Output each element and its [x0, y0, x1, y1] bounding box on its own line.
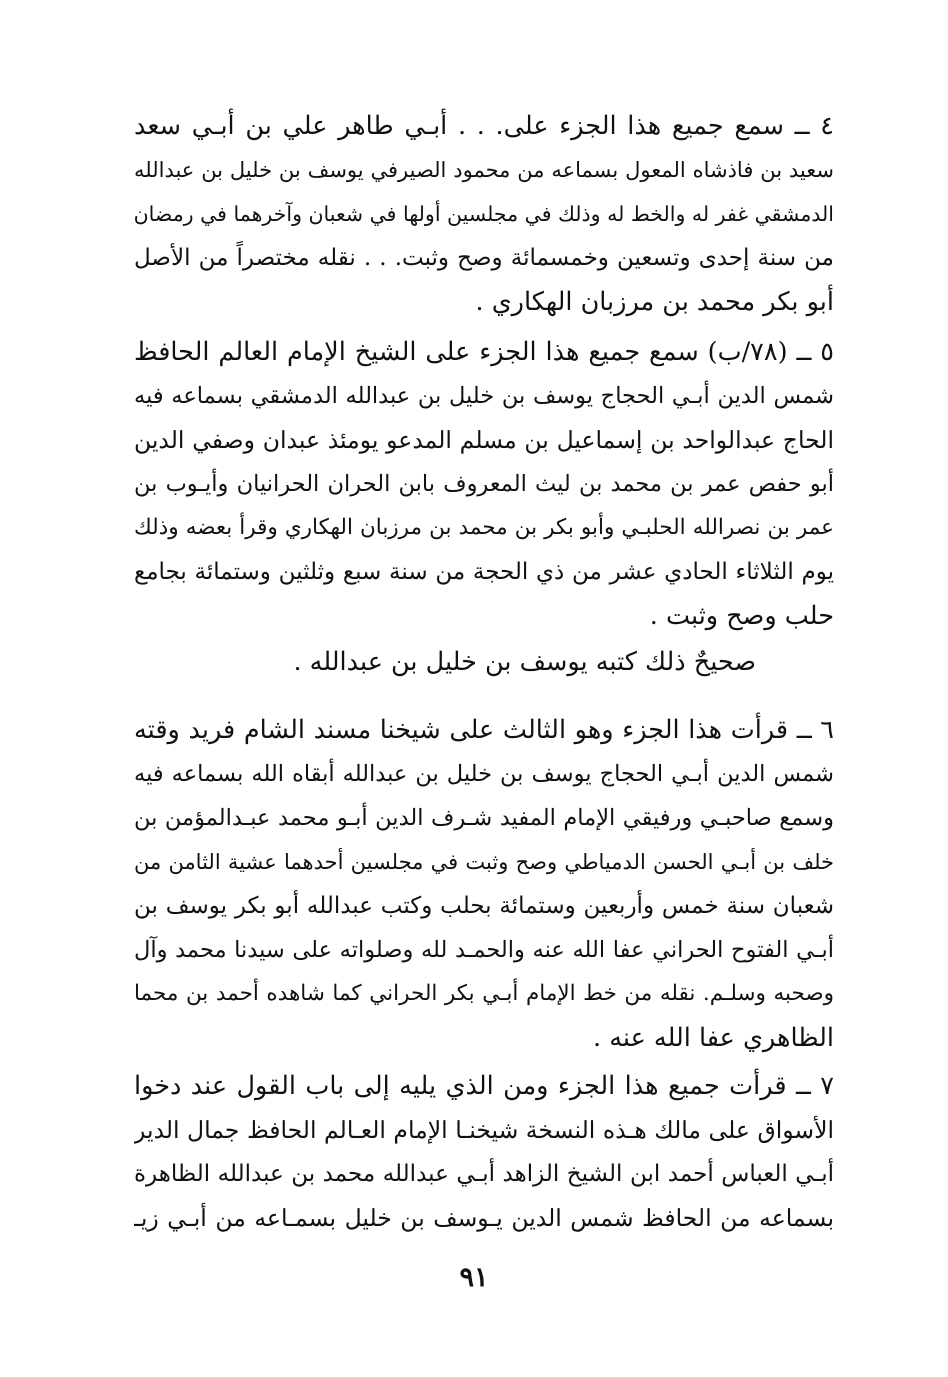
text-line: صحيحٌ ذلك كتبه يوسف بن خليل بن عبدالله . — [293, 647, 756, 677]
text-line: شعبان سنة خمس وأربعين وستمائة بحلب وكتب عبدالله أبو بكر يوسف بن — [134, 893, 834, 919]
text-line: يوم الثلاثاء الحادي عشر من ذي الحجة من سنة سبع وثلثين وستمائة بجامع — [134, 559, 834, 585]
text-line: عمر بن نصرالله الحلبـي وأبو بكر بن محمد بن مرزبان الهكاري وقرأ بعضه وذلك — [134, 515, 834, 540]
text-line: بسماعه من الحافظ شمس الدين يـوسف بن خليل بسمـاعه من أبـي زيـ — [134, 1204, 834, 1232]
text-line: حلب وصح وثبت . — [649, 601, 834, 631]
text-line: الدمشقي غفر له والخط له وذلك في مجلسين أولها في شعبان وآخرهما في رمضان — [134, 202, 834, 226]
text-line: شمس الدين أبـي الحجاج يوسف بن خليل بن عبدالله الدمشقي بسماعه فيه — [134, 383, 834, 409]
page-number: ٩١ — [459, 1262, 489, 1293]
text-line: وصحبه وسلـم. نقله من خط الإمام أبـي بكر الحراني كما شاهده أحمد بن محما — [134, 981, 834, 1006]
text-line: الحاج عبدالواحد بن إسماعيل بن مسلم المدعو يومئذ عبدان وصفي الدين — [134, 426, 834, 454]
text-line: الأسواق على مالك هـذه النسخة شيخنـا الإمام العـالم الحافظ جمال الدير — [134, 1116, 834, 1144]
text-line: ٤ ــ سمع جميع هذا الجزء على. . . أبـي طاهر علي بن أبـي سعد — [134, 111, 834, 141]
text-line: سعيد بن فاذشاه المعول بسماعه من محمود الصيرفي يوسف بن خليل بن عبدالله — [134, 158, 834, 182]
text-line: الظاهري عفا الله عنه . — [593, 1023, 834, 1053]
text-line: من سنة إحدى وتسعين وخمسمائة وصح وثبت. . . نقله مختصراً من الأصل — [134, 245, 834, 271]
text-line: أبو حفص عمر بن محمد بن ليث المعروف بابن الحران الحرانيان وأيـوب بن — [134, 471, 834, 497]
text-line: أبـي العباس أحمد ابن الشيخ الزاهد أبـي عبدالله محمد بن عبدالله الظاهرة — [134, 1161, 834, 1187]
text-line: ٦ ــ قرأت هذا الجزء وهو الثالث على شيخنا مسند الشام فريد وقته — [134, 715, 834, 745]
text-line: ٥ ــ (٧٨/ب) سمع جميع هذا الجزء على الشيخ الإمام العالم الحافظ — [134, 337, 834, 367]
text-line: ٧ ــ قرأت جميع هذا الجزء ومن الذي يليه إلى باب القول عند دخوا — [134, 1071, 834, 1101]
text-line: أبو بكر محمد بن مرزبان الهكاري . — [475, 287, 834, 317]
text-line: شمس الدين أبـي الحجاج يوسف بن خليل بن عبدالله أبقاه الله بسماعه فيه — [134, 761, 834, 787]
text-line: خلف بن أبـي الحسن الدمياطي وصح وثبت في مجلسين أحدهما عشية الثامن من — [134, 850, 834, 874]
text-line: أبـي الفتوح الحراني عفا الله عنه والحمـد لله وصلواته على سيدنا محمد وآل — [134, 937, 834, 963]
text-line: وسمع صاحبـي ورفيقي الإمام المفيد شـرف الدين أبـو محمد عبـدالمؤمن بن — [134, 805, 834, 831]
